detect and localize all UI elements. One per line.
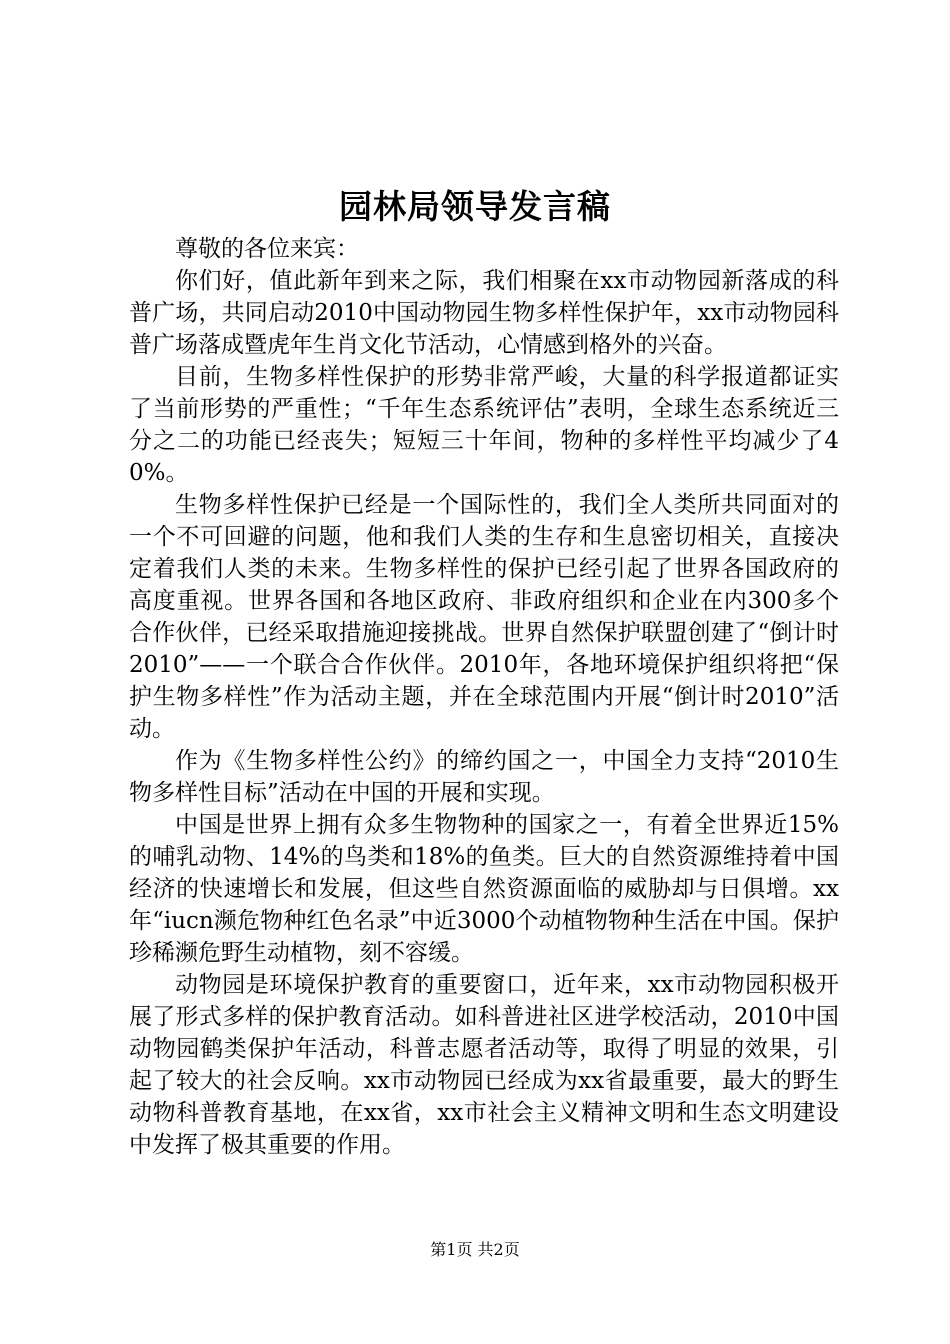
- document-body: [129, 233, 839, 1161]
- body-paragraph: 你们好，值此新年到来之际，我们相聚在xx市动物园新落成的科普广场，共同启动2010中国动物园生物多样性保护年，xx市动物园科普广场落成暨虎年生肖文化节活动，心情感到格外的兴奋。: [129, 268, 839, 358]
- body-paragraph: 生物多样性保护已经是一个国际性的，我们全人类所共同面对的一个不可回避的问题，他和我们人类的生存和生息密切相关，直接决定着我们人类的未来。生物多样性的保护已经引起了世界各国政府的高度重视。世界各国和各地区政府、非政府组织和企业在内300多个合作伙伴，已经采取措施迎接挑战。世界自然保护联盟创建了“倒计时2010”——一个联合合作伙伴。2010年，各地环境保护组织将把“保护生物多样性”作为活动主题，并在全球范围内开展“倒计时2010”活动。: [129, 492, 839, 742]
- document-title: 园林局领导发言稿: [339, 187, 611, 226]
- salutation: 尊敬的各位来宾：: [175, 236, 359, 262]
- body-paragraph: 目前，生物多样性保护的形势非常严峻，大量的科学报道都证实了当前形势的严重性；“千年生态系统评估”表明，全球生态系统近三分之二的功能已经丧失；短短三十年间，物种的多样性平均减少了40%。: [129, 364, 839, 486]
- body-paragraph: 动物园是环境保护教育的重要窗口，近年来，xx市动物园积极开展了形式多样的保护教育活动。如科普进社区进学校活动，2010中国动物园鹤类保护年活动，科普志愿者活动等，取得了明显的效果，引起了较大的社会反响。xx市动物园已经成为xx省最重要，最大的野生动物科普教育基地，在xx省，xx市社会主义精神文明和生态文明建设中发挥了极其重要的作用。: [129, 972, 839, 1158]
- body-paragraph: 中国是世界上拥有众多生物物种的国家之一，有着全世界近15%的哺乳动物、14%的鸟类和18%的鱼类。巨大的自然资源维持着中国经济的快速增长和发展，但这些自然资源面临的威胁却与日俱增。xx年“iucn濒危物种红色名录”中近3000个动植物物种生活在中国。保护珍稀濒危野生动植物，刻不容缓。: [129, 812, 839, 966]
- body-paragraph: 作为《生物多样性公约》的缔约国之一，中国全力支持“2010生物多样性目标”活动在中国的开展和实现。: [129, 748, 839, 806]
- page-number: 第1页 共2页: [430, 1240, 520, 1259]
